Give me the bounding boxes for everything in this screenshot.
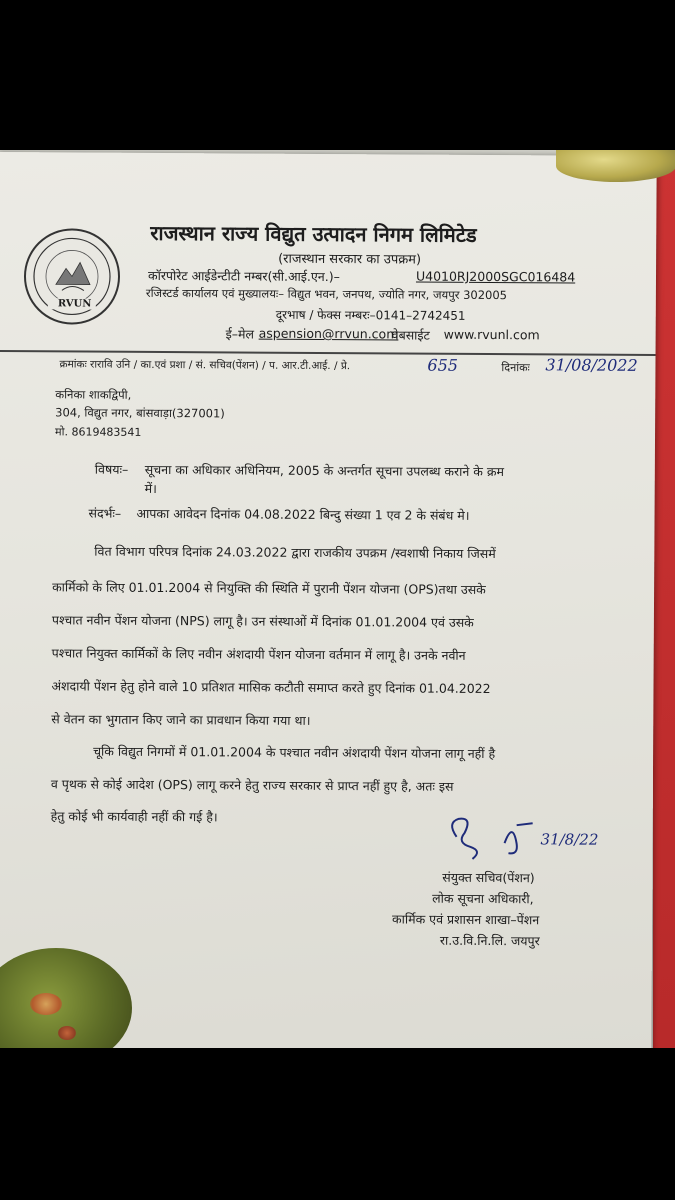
letter-paper — [0, 152, 657, 1048]
recipient-mobile: मो. 8619483541 — [55, 425, 142, 439]
designation-pio: लोक सूचना अधिकारी, — [432, 890, 534, 907]
designation-joint-secretary: संयुक्त सचिव(पेंशन) — [442, 869, 535, 886]
cin-label: कॉरपोरेट आईडेन्टीटी नम्बर(सी.आई.एन.)– — [147, 267, 340, 285]
office-address: रजिस्टर्ड कार्यालय एवं मुख्यालयः– विद्युत भवन, जनपथ, ज्योति नगर, जयपुर 302005 — [145, 285, 508, 303]
company-logo — [24, 228, 121, 325]
designation-branch: कार्मिक एवं प्रशासन शाखा–पेंशन — [392, 911, 540, 928]
date-label: दिनांकः — [501, 361, 530, 375]
phone-fax: दूरभाष / फेक्स नम्बरः–0141–2742451 — [275, 307, 466, 323]
subject-label: विषयः– — [94, 461, 129, 477]
email-link[interactable]: aspension@rrvun.com — [258, 325, 399, 342]
para2-line2: व पृथक से कोई आदेश (OPS) लागू करने हेतु राज्य सरकार से प्राप्त नहीं हुए है, अतः इस — [50, 776, 454, 794]
document-photo — [0, 150, 675, 1048]
company-subtitle: (राजस्थान सरकार का उपक्रम) — [278, 251, 422, 268]
decorative-object-top — [556, 150, 675, 182]
handwritten-reference-number: 655 — [427, 355, 459, 375]
red-background-edge — [653, 150, 675, 1048]
subject-text-line2: में। — [144, 480, 157, 496]
recipient-address: 304, विद्युत नगर, बांसवाड़ा(327001) — [55, 405, 225, 421]
para1-line2: कार्मिको के लिए 01.01.2004 से नियुक्ति की स्थिति में पुरानी पेंशन योजना (OPS)तथा उसके — [52, 579, 486, 597]
para1-line3: पश्चात नवीन पेंशन योजना (NPS) लागू है। उन संस्थाओं में दिनांक 01.01.2004 एवं उसके — [51, 612, 474, 630]
para2-line1: चूकि विद्युत निगमों में 01.01.2004 के पश्चात नवीन अंशदायी पेंशन योजना लागू नहीं है — [93, 743, 496, 762]
recipient-name: कनिका शाकद्विपी, — [55, 387, 132, 402]
company-name: राजस्थान राज्य विद्युत उत्पादन निगम लिमिटेड — [150, 220, 477, 247]
website-link[interactable]: www.rvunl.com — [443, 326, 540, 343]
para1-line1: वित विभाग परिपत्र दिनांक 24.03.2022 द्वारा राजकीय उपक्रम /स्वशाषी निकाय जिसमें — [94, 543, 496, 562]
logo-text: RVUN — [57, 298, 92, 310]
signature-date: 31/8/22 — [540, 830, 599, 849]
para1-line4: पश्चात नियुक्त कार्मिकों के लिए नवीन अंशदायी पेंशन योजना वर्तमान में लागू है। उनके नवीन — [51, 645, 466, 663]
subject-text-line1: सूचना का अधिकार अधिनियम, 2005 के अन्तर्गत सूचना उपलब्ध कराने के क्रम — [144, 461, 505, 480]
cin-value: U4010RJ2000SGC016484 — [415, 268, 576, 285]
para1-line5: अंशदायी पेंशन हेतु होने वाले 10 प्रतिशत मासिक कटौती समाप्त करते हुए दिनांक 01.04.2022 — [51, 678, 491, 697]
para1-line6: से वेतन का भुगतान किए जाने का प्रावधान किया गया था। — [51, 711, 311, 728]
handwritten-date: 31/08/2022 — [545, 355, 638, 375]
reference-number: क्रमांकः रारावि उनि / का.एवं प्रशा / सं. सचिव(पेंशन) / प. आर.टी.आई. / प्रे. — [59, 358, 351, 373]
reference-text: आपका आवेदन दिनांक 04.08.2022 बिन्दु संख्या 1 एव 2 के संबंध मे। — [136, 505, 470, 523]
designation-office: रा.उ.वि.नि.लि. जयपुर — [439, 932, 540, 949]
para2-line3: हेतु कोई भी कार्यवाही नहीं की गई है। — [50, 808, 218, 825]
website-label: वेबसाईट — [391, 327, 430, 343]
reference-label: संदर्भः– — [88, 505, 122, 521]
email-label: ई–मेल — [225, 326, 255, 342]
